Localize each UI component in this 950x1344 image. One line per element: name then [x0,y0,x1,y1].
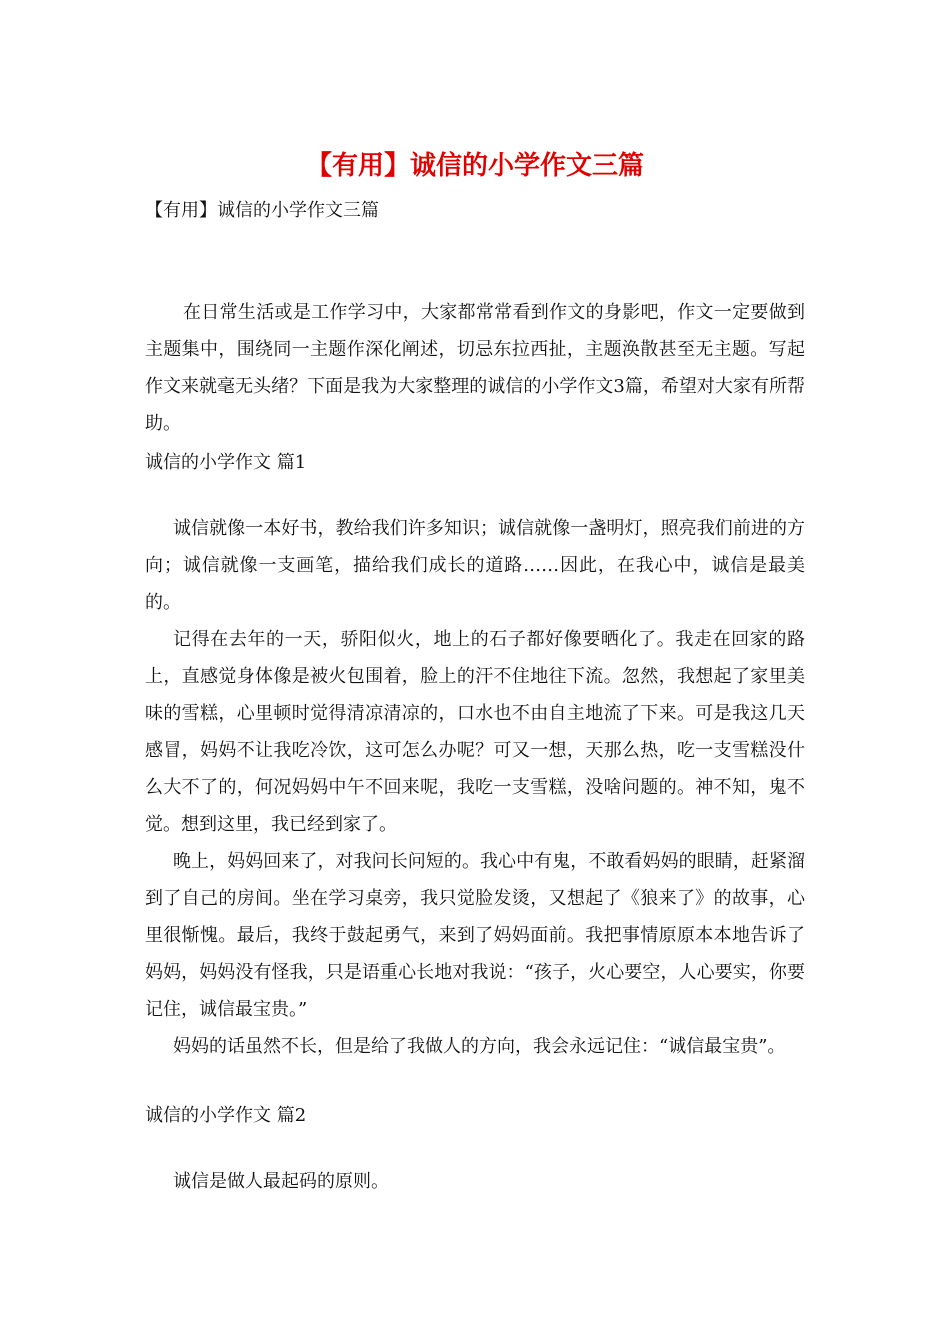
essay-1-paragraph: 诚信就像一本好书，教给我们许多知识；诚信就像一盏明灯，照亮我们前进的方向；诚信就像一支画笔，描给我们成长的道路……因此，在我心中，诚信是最美的。 [145,518,805,613]
intro-section [145,294,805,442]
essay-2-heading: 诚信的小学作文 篇2 [145,1105,307,1126]
essay-1-paragraph: 晚上，妈妈回来了，对我问长问短的。我心中有鬼，不敢看妈妈的眼睛，赶紧溜到了自己的房间。坐在学习桌旁，我只觉脸发烫，又想起了《狼来了》的故事，心里很惭愧。最后，我终于鼓起勇气，来到了妈妈面前。我把事情原原本本地告诉了妈妈，妈妈没有怪我，只是语重心长地对我说：“孩子，火心要空，人心要实，你要记住，诚信最宝贵。” [145,851,805,1020]
essay-1-paragraph: 妈妈的话虽然不长，但是给了我做人的方向，我会永远记住：“诚信最宝贵”。 [173,1036,786,1057]
essay-1-paragraph: 记得在去年的一天，骄阳似火，地上的石子都好像要晒化了。我走在回家的路上，直感觉身体像是被火包围着，脸上的汗不住地往下流。忽然，我想起了家里美味的雪糕，心里顿时觉得清凉清凉的，口水也不由自主地流了下来。可是我这几天感冒，妈妈不让我吃冷饮，这可怎么办呢？可又一想，天那么热，吃一支雪糕没什么大不了的，何况妈妈中午不回来呢，我吃一支雪糕，没啥问题的。神不知，鬼不觉。想到这里，我已经到家了。 [145,629,805,835]
essay-2-paragraph: 诚信是做人最起码的原则。 [173,1171,389,1192]
document-title: 【有用】诚信的小学作文三篇 [305,151,644,181]
intro-paragraph: 在日常生活或是工作学习中，大家都常常看到作文的身影吧，作文一定要做到主题集中，围绕同一主题作深化阐述，切忌东拉西扯，主题涣散甚至无主题。写起作文来就毫无头绪？下面是我为大家整理的诚信的小学作文3篇，希望对大家有所帮助。 [145,302,805,434]
essay-2-body [145,1163,805,1200]
essay-1-heading: 诚信的小学作文 篇1 [145,452,307,473]
essay-1-body [145,510,805,1065]
document-subtitle: 【有用】诚信的小学作文三篇 [145,200,379,221]
